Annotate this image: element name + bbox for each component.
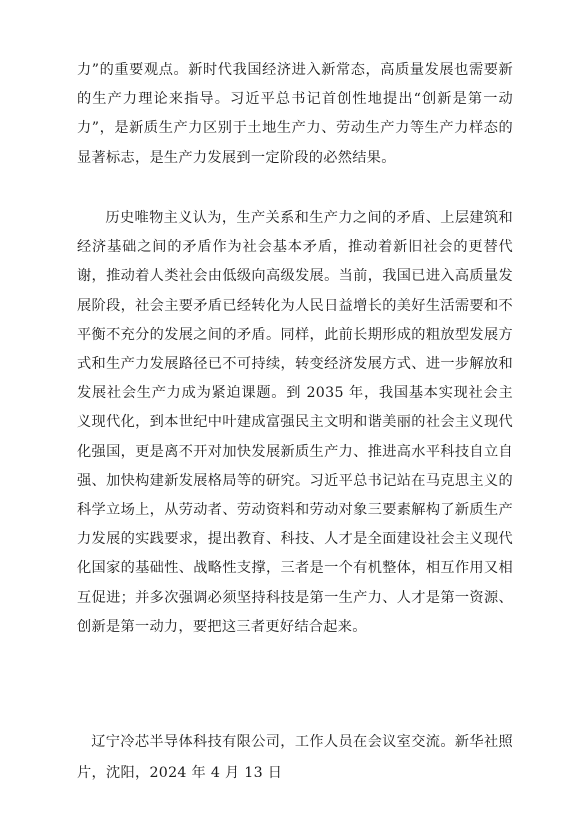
- photo-caption: 辽宁冷芯半导体科技有限公司，工作人员在会议室交流。新华社照片，沈阳，2024 年 4 月 13 日: [77, 734, 513, 781]
- body-paragraph-2: 历史唯物主义认为，生产关系和生产力之间的矛盾、上层建筑和经济基础之间的矛盾作为社会基本矛盾，推动着新旧社会的更替代谢，推动着人类社会由低级向高级发展。当前，我国已进入高质量发展阶段，社会主要矛盾已经转化为人民日益增长的美好生活需要和不平衡不充分的发展之间的矛盾。同样，此前长期形成的粗放型发展方式和生产力发展路径已不可持续，转变经济发展方式、进一步解放和发展社会生产力成为紧迫课题。到 2035 年，我国基本实现社会主义现代化，到本世纪中叶建成富强民主文明和谐美丽的社会主义现代化强国，更是离不开对加快发展新质生产力、推进高水平科技自立自强、加快构建新发展格局等的研究。习近平总书记站在马克思主义的科学立场上，从劳动者、劳动资料和劳动对象三要素解构了新质生产力发展的实践要求，提出教育、科技、人才是全面建设社会主义现代化国家的基础性、战略性支撑，三者是一个有机整体，相互作用又相互促进；并多次强调必须坚持科技是第一生产力、人才是第一资源、创新是第一动力，要把这三者更好结合起来。: [77, 210, 513, 635]
- body-paragraph-1: 力”的重要观点。新时代我国经济进入新常态，高质量发展也需要新的生产力理论来指导。习近平总书记首创性地提出“创新是第一动力”，是新质生产力区别于土地生产力、劳动生产力等生产力样态的显著标志，是生产力发展到一定阶段的必然结果。: [77, 62, 513, 166]
